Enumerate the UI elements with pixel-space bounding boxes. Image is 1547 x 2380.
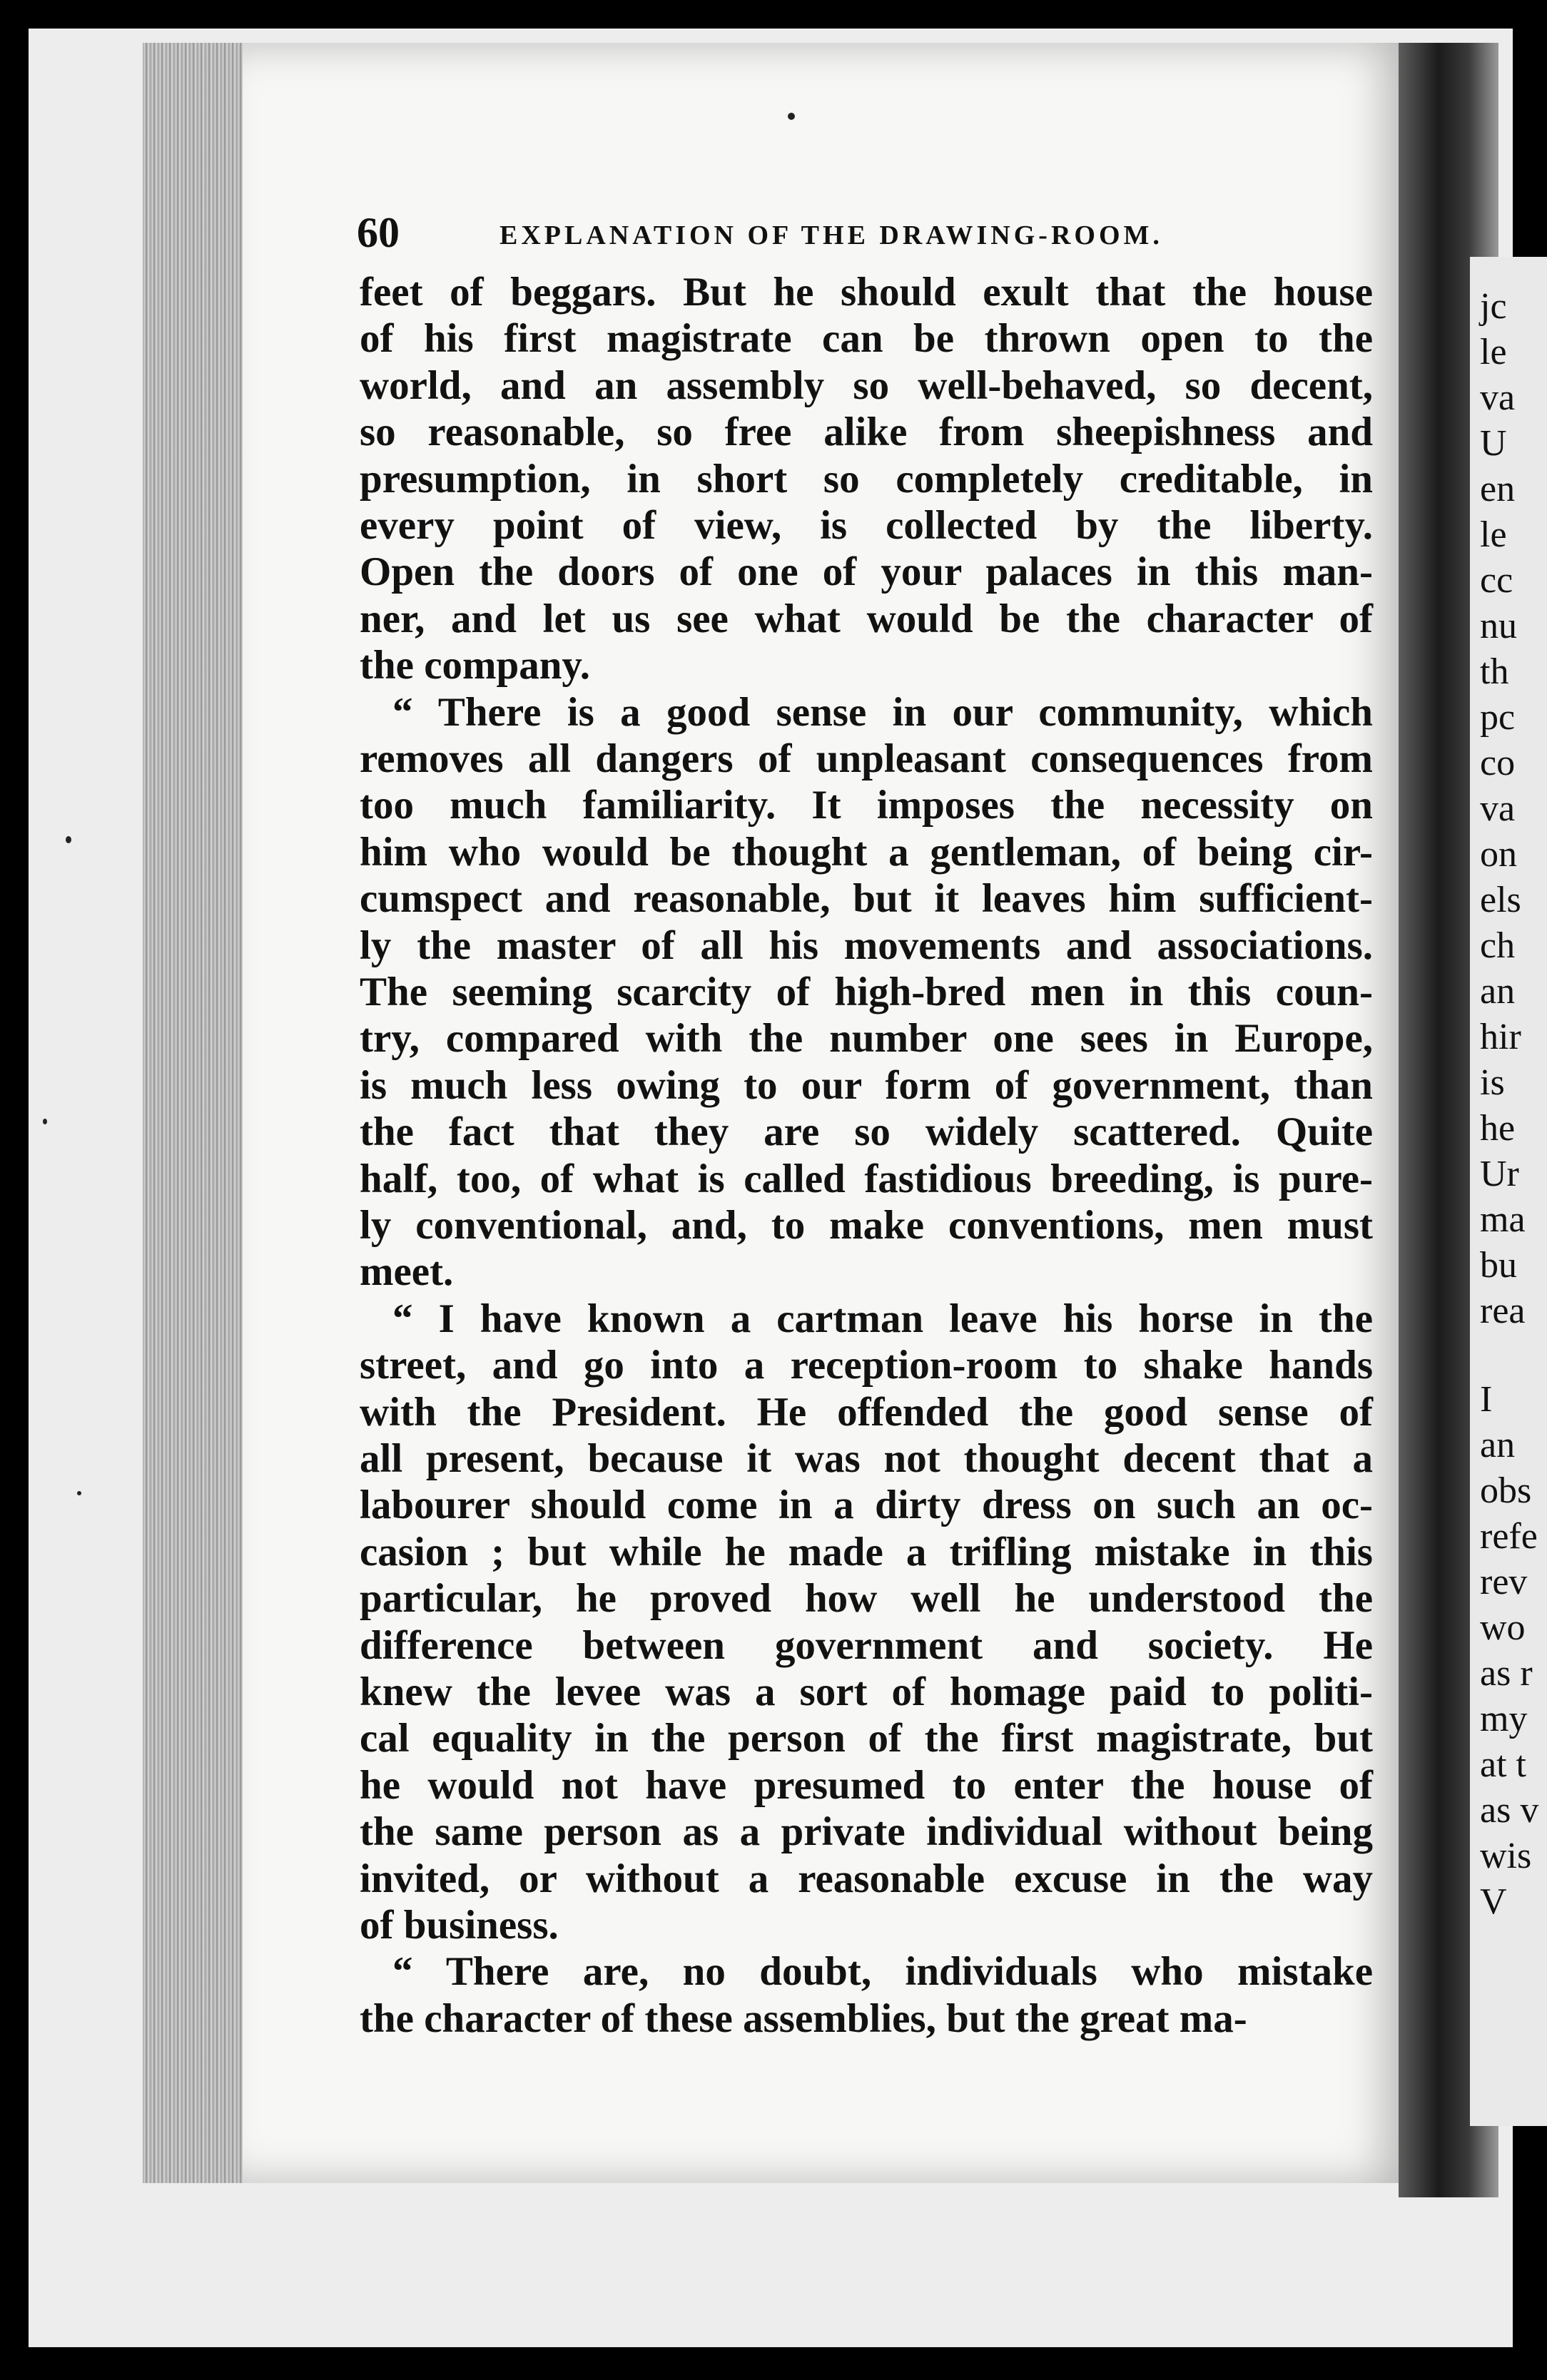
text-line: half, too, of what is called fastidious breeding, is pure-	[360, 1156, 1373, 1201]
text-line: the character of these assemblies, but the great ma-	[360, 1995, 1247, 2041]
facing-text-fragment: I	[1480, 1379, 1493, 1420]
text-line: ly conventional, and, to make conventions, men must	[360, 1203, 1373, 1248]
facing-text-fragment: V	[1480, 1881, 1507, 1922]
facing-text-fragment: rea	[1480, 1291, 1526, 1331]
text-line: the fact that they are so widely scattered. Quite	[360, 1109, 1373, 1155]
facing-text-fragment: obs	[1480, 1470, 1532, 1511]
running-head: EXPLANATION OF THE DRAWING-ROOM.	[499, 220, 1163, 250]
text-line: of his first magistrate can be thrown open to the	[360, 316, 1373, 362]
text-line: labourer should come in a dirty dress on such an oc-	[360, 1483, 1373, 1528]
facing-text-fragment: Ur	[1480, 1154, 1519, 1194]
facing-text-fragment: at t	[1480, 1744, 1526, 1785]
text-line: street, and go into a reception-room to shake hands	[360, 1343, 1373, 1388]
page-edges	[143, 43, 243, 2183]
facing-text-fragment: pc	[1480, 697, 1516, 738]
facing-text-fragment: rev	[1480, 1562, 1528, 1602]
dust-speck	[66, 836, 71, 843]
text-line: he would not have presumed to enter the house of	[360, 1762, 1373, 1808]
facing-text-fragment: wo	[1480, 1607, 1526, 1648]
facing-text-fragment: ch	[1480, 925, 1516, 966]
text-line: the company.	[360, 643, 591, 688]
text-line: “ There are, no doubt, individuals who mistake	[392, 1949, 1373, 1995]
text-line: all present, because it was not thought decent that a	[360, 1436, 1373, 1481]
facing-text-fragment: an	[1480, 971, 1516, 1012]
facing-text-fragment: va	[1480, 377, 1516, 418]
facing-text-fragment: on	[1480, 834, 1517, 875]
text-line: meet.	[360, 1249, 454, 1295]
facing-text-fragment: wis	[1480, 1836, 1532, 1876]
facing-text-fragment: els	[1480, 880, 1521, 920]
text-line: so reasonable, so free alike from sheepishness and	[360, 410, 1373, 455]
facing-text-fragment: le	[1480, 514, 1507, 555]
text-line: “ There is a good sense in our community, which	[392, 689, 1373, 735]
facing-text-fragment: en	[1480, 469, 1516, 509]
text-line: every point of view, is collected by the liberty.	[360, 503, 1373, 548]
text-line: with the President. He offended the good sense of	[360, 1389, 1373, 1435]
facing-page	[1470, 257, 1547, 2126]
facing-text-fragment: my	[1480, 1699, 1528, 1739]
text-line: Open the doors of one of your palaces in this man-	[360, 549, 1373, 595]
text-line: knew the levee was a sort of homage paid to politi-	[360, 1669, 1373, 1714]
text-line: too much familiarity. It imposes the necessity on	[360, 783, 1373, 828]
text-line: is much less owing to our form of government, than	[360, 1062, 1373, 1108]
facing-text-fragment: le	[1480, 332, 1507, 372]
facing-text-fragment: refe	[1480, 1516, 1538, 1557]
text-line: of business.	[360, 1903, 559, 1948]
facing-text-fragment: hir	[1480, 1017, 1521, 1057]
text-line: particular, he proved how well he understood the	[360, 1576, 1373, 1622]
text-line: the same person as a private individual without being	[360, 1809, 1373, 1855]
text-line: difference between government and society. He	[360, 1622, 1373, 1668]
text-line: cal equality in the person of the first magistrate, but	[360, 1716, 1373, 1761]
facing-text-fragment: U	[1480, 423, 1507, 464]
facing-text-fragment: th	[1480, 651, 1509, 692]
dust-speck	[43, 1119, 47, 1124]
text-line: presumption, in short so completely creditable, in	[360, 456, 1373, 502]
facing-text-fragment: nu	[1480, 606, 1517, 646]
text-line: cumspect and reasonable, but it leaves him sufficient-	[360, 876, 1373, 922]
dust-speck	[788, 113, 795, 120]
text-line: feet of beggars. But he should exult that the house	[360, 270, 1373, 315]
facing-text-fragment: an	[1480, 1425, 1516, 1465]
text-line: The seeming scarcity of high-bred men in this coun-	[360, 970, 1373, 1014]
facing-text-fragment: as r	[1480, 1653, 1533, 1694]
facing-text-fragment: he	[1480, 1108, 1516, 1149]
facing-text-fragment: co	[1480, 743, 1516, 783]
facing-text-fragment: va	[1480, 788, 1516, 829]
facing-text-fragment: is	[1480, 1062, 1505, 1103]
facing-text-fragment: jc	[1480, 286, 1507, 327]
facing-text-fragment: cc	[1480, 560, 1513, 601]
page-header	[357, 208, 1377, 258]
text-line: “ I have known a cartman leave his horse in the	[392, 1296, 1373, 1341]
text-line: removes all dangers of unpleasant consequences from	[360, 736, 1373, 781]
facing-text-fragment: ma	[1480, 1199, 1526, 1240]
text-line: ner, and let us see what would be the character of	[360, 596, 1373, 641]
text-line: him who would be thought a gentleman, of being cir-	[360, 829, 1373, 875]
text-line: invited, or without a reasonable excuse in the way	[360, 1856, 1373, 1901]
dust-speck	[77, 1491, 81, 1495]
text-line: try, compared with the number one sees in Europe,	[360, 1016, 1373, 1062]
page-number: 60	[357, 209, 400, 256]
text-line: casion ; but while he made a trifling mistake in this	[360, 1529, 1373, 1575]
facing-text-fragment: bu	[1480, 1245, 1517, 1286]
facing-text-fragment: as v	[1480, 1790, 1539, 1831]
text-line: world, and an assembly so well-behaved, so decent,	[360, 362, 1373, 408]
text-line: ly the master of all his movements and associations.	[360, 922, 1373, 968]
